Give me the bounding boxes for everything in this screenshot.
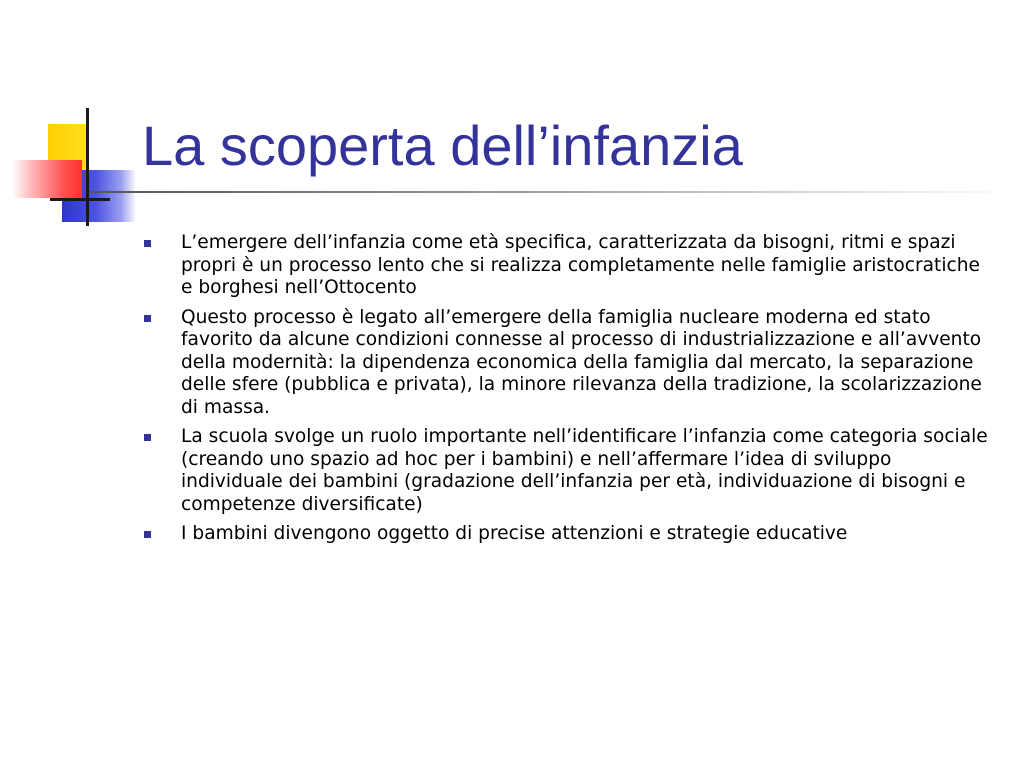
red-square bbox=[12, 160, 82, 198]
vertical-line bbox=[86, 108, 89, 226]
bullet-text: I bambini divengono oggetto di precise attenzioni e strategie educative bbox=[181, 523, 848, 544]
color-blocks-logo-icon bbox=[0, 0, 160, 240]
square-bullet-icon bbox=[144, 531, 151, 538]
list-item bbox=[142, 426, 992, 516]
bullet-text: La scuola svolge un ruolo importante nell’identificare l’infanzia come categoria sociale (creando uno spazio ad hoc per i bambini) e nell’affermare l’idea di sviluppo individuale dei bambini (gradazione dell’infanzia per età, individuazione di bisogni e competenze diversificate) bbox=[181, 426, 988, 515]
title-underline bbox=[90, 191, 1020, 193]
square-bullet-icon bbox=[144, 315, 151, 322]
slide-title: La scoperta dell’infanzia bbox=[142, 114, 743, 177]
bullet-text: Questo processo è legato all’emergere della famiglia nucleare moderna ed stato favorito da alcune condizioni connesse al processo di industrializzazione e all’avvento della modernità: la dipendenza economica della famiglia dal mercato, la separazione delle sfere (pubblica e privata), la minore rilevanza della tradizione, la scolarizzazione di massa. bbox=[181, 306, 982, 418]
list-item bbox=[142, 232, 992, 300]
bullet-list bbox=[142, 232, 992, 553]
bullet-text: L’emergere dell’infanzia come età specifica, caratterizzata da bisogni, ritmi e spazi propri è un processo lento che si realizza completamente nelle famiglie aristocratiche e borghesi nell’Ottocento bbox=[181, 232, 980, 298]
square-bullet-icon bbox=[144, 240, 151, 247]
horizontal-line bbox=[50, 198, 110, 201]
list-item bbox=[142, 523, 992, 546]
square-bullet-icon bbox=[144, 434, 151, 441]
list-item bbox=[142, 307, 992, 420]
